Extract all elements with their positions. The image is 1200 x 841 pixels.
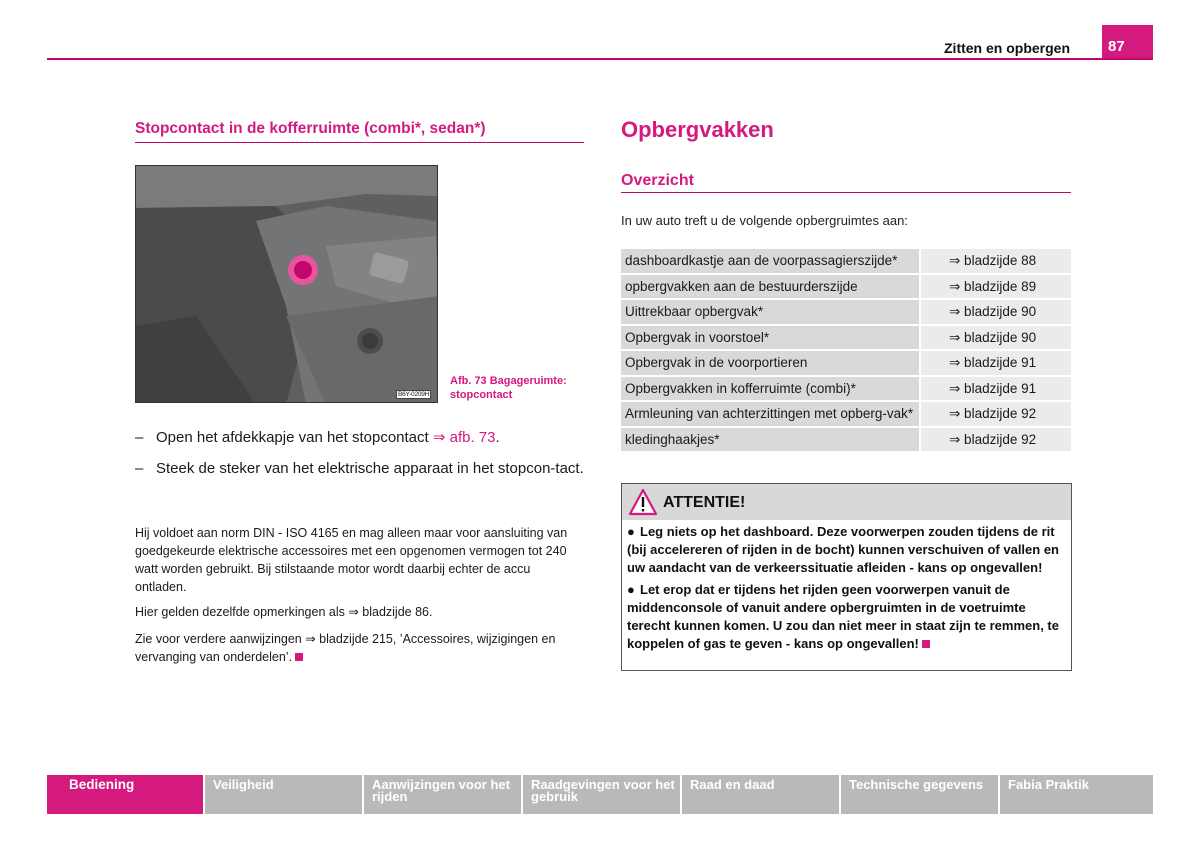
table-cell-page-ref[interactable]: ⇒ bladzijde 91	[920, 376, 1071, 402]
table-cell-compartment: Armleuning van achterzittingen met opberg-vak*	[621, 401, 920, 427]
step-item	[135, 459, 585, 479]
table-row	[621, 350, 1071, 376]
table-row	[621, 249, 1071, 274]
warning-title: ATTENTIE!	[663, 494, 746, 511]
step-dash: –	[135, 460, 144, 477]
intro-text: In uw auto treft u de volgende opbergruimtes aan:	[621, 213, 908, 228]
warning-item: ● Leg niets op het dashboard. Deze voorwerpen zouden tijdens de rit (bij accelereren of rijden in de bocht) kunnen verschuiven of vallen en uw aandacht van de verkeerssituatie afleiden - kans op ongevallen!	[627, 524, 1059, 575]
storage-overview-table	[621, 249, 1071, 453]
step-dash: –	[135, 429, 144, 446]
warning-body	[622, 520, 1071, 653]
table-cell-page-ref[interactable]: ⇒ bladzijde 91	[920, 350, 1071, 376]
figure-caption: Afb. 73 Bagageruimte: stopcontact	[450, 375, 567, 401]
table-row	[621, 376, 1071, 402]
table-cell-page-ref[interactable]: ⇒ bladzijde 90	[920, 299, 1071, 325]
nav-tab-bediening[interactable]: Bediening	[47, 775, 203, 814]
nav-tab-veiligheid[interactable]: Veiligheid	[205, 775, 362, 814]
section-subtitle: Overzicht	[621, 172, 1071, 193]
instruction-steps	[135, 428, 585, 490]
table-cell-page-ref[interactable]: ⇒ bladzijde 92	[920, 427, 1071, 453]
header-rule	[47, 58, 1153, 60]
table-row	[621, 427, 1071, 453]
table-cell-compartment: dashboardkastje aan de voorpassagierszijde*	[621, 249, 920, 274]
section-heading-stopcontact: Stopcontact in de kofferruimte (combi*, sedan*)	[135, 120, 584, 143]
table-cell-compartment: opbergvakken aan de bestuurderszijde	[621, 274, 920, 300]
bullet-icon: ●	[627, 524, 635, 539]
table-cell-page-ref[interactable]: ⇒ bladzijde 90	[920, 325, 1071, 351]
table-row	[621, 325, 1071, 351]
table-cell-page-ref[interactable]: ⇒ bladzijde 92	[920, 401, 1071, 427]
body-paragraph: Hier gelden dezelfde opmerkingen als ⇒ bladzijde 86.	[135, 605, 433, 619]
body-paragraph: Zie voor verdere aanwijzingen ⇒ bladzijde 215, ’Accessoires, wijzigingen en vervanging van onderdelen’.	[135, 632, 556, 664]
table-cell-compartment: Opbergvak in voorstoel*	[621, 325, 920, 351]
table-cell-compartment: Opbergvakken in kofferruimte (combi)*	[621, 376, 920, 402]
table-cell-compartment: Opbergvak in de voorportieren	[621, 350, 920, 376]
warning-box	[621, 483, 1072, 671]
table-cell-compartment: kledinghaakjes*	[621, 427, 920, 453]
nav-tab-raadgevingen[interactable]: Raadgevingen voor het gebruik	[523, 775, 680, 814]
table-row	[621, 274, 1071, 300]
nav-tab-aanwijzingen[interactable]: Aanwijzingen voor het rijden	[364, 775, 521, 814]
step-text: Open het afdekkapje van het stopcontact ⇒ afb. 73.	[156, 429, 500, 446]
figure-trunk-socket	[135, 165, 438, 403]
step-text: Steek de steker van het elektrische apparaat in het stopcon-tact.	[156, 460, 584, 477]
step-item	[135, 428, 585, 448]
warning-header	[622, 484, 1071, 520]
bullet-icon: ●	[627, 582, 635, 597]
running-header-section: Zitten en opbergen	[944, 40, 1070, 56]
end-of-section-square-icon	[295, 653, 303, 661]
page-number: 87	[1102, 25, 1153, 60]
nav-tab-fabia-praktik[interactable]: Fabia Praktik	[1000, 775, 1153, 814]
table-row	[621, 401, 1071, 427]
nav-tab-raad-en-daad[interactable]: Raad en daad	[682, 775, 839, 814]
body-paragraph: Hij voldoet aan norm DIN - ISO 4165 en mag alleen maar voor aansluiting van goedgekeurde elektrische accessoires met een opgenomen vermogen tot 240 watt worden gebruikt. Bij stilstaande motor wordt daarbij echter de accu ontladen.	[135, 526, 568, 594]
table-cell-page-ref[interactable]: ⇒ bladzijde 89	[920, 274, 1071, 300]
table-cell-compartment: Uittrekbaar opbergvak*	[621, 299, 920, 325]
warning-triangle-icon	[628, 488, 658, 516]
figure-reference-link[interactable]: ⇒ afb. 73	[432, 429, 496, 446]
table-row	[621, 299, 1071, 325]
warning-item: ● Let erop dat er tijdens het rijden geen voorwerpen vanuit de middenconsole of vanuit andere opbergruimten in de voetruimte terecht kunnen komen. U zou dan niet meer in staat zijn te remmen, te koppelen of gas te geven - kans op ongevallen!	[627, 582, 1059, 651]
table-cell-page-ref[interactable]: ⇒ bladzijde 88	[920, 249, 1071, 274]
end-of-section-square-icon	[922, 640, 930, 648]
nav-tab-technische-gegevens[interactable]: Technische gegevens	[841, 775, 998, 814]
chapter-title: Opbergvakken	[621, 117, 774, 142]
figure-code: B6Y-0209H	[398, 391, 430, 398]
trunk-socket-illustration	[136, 166, 438, 403]
